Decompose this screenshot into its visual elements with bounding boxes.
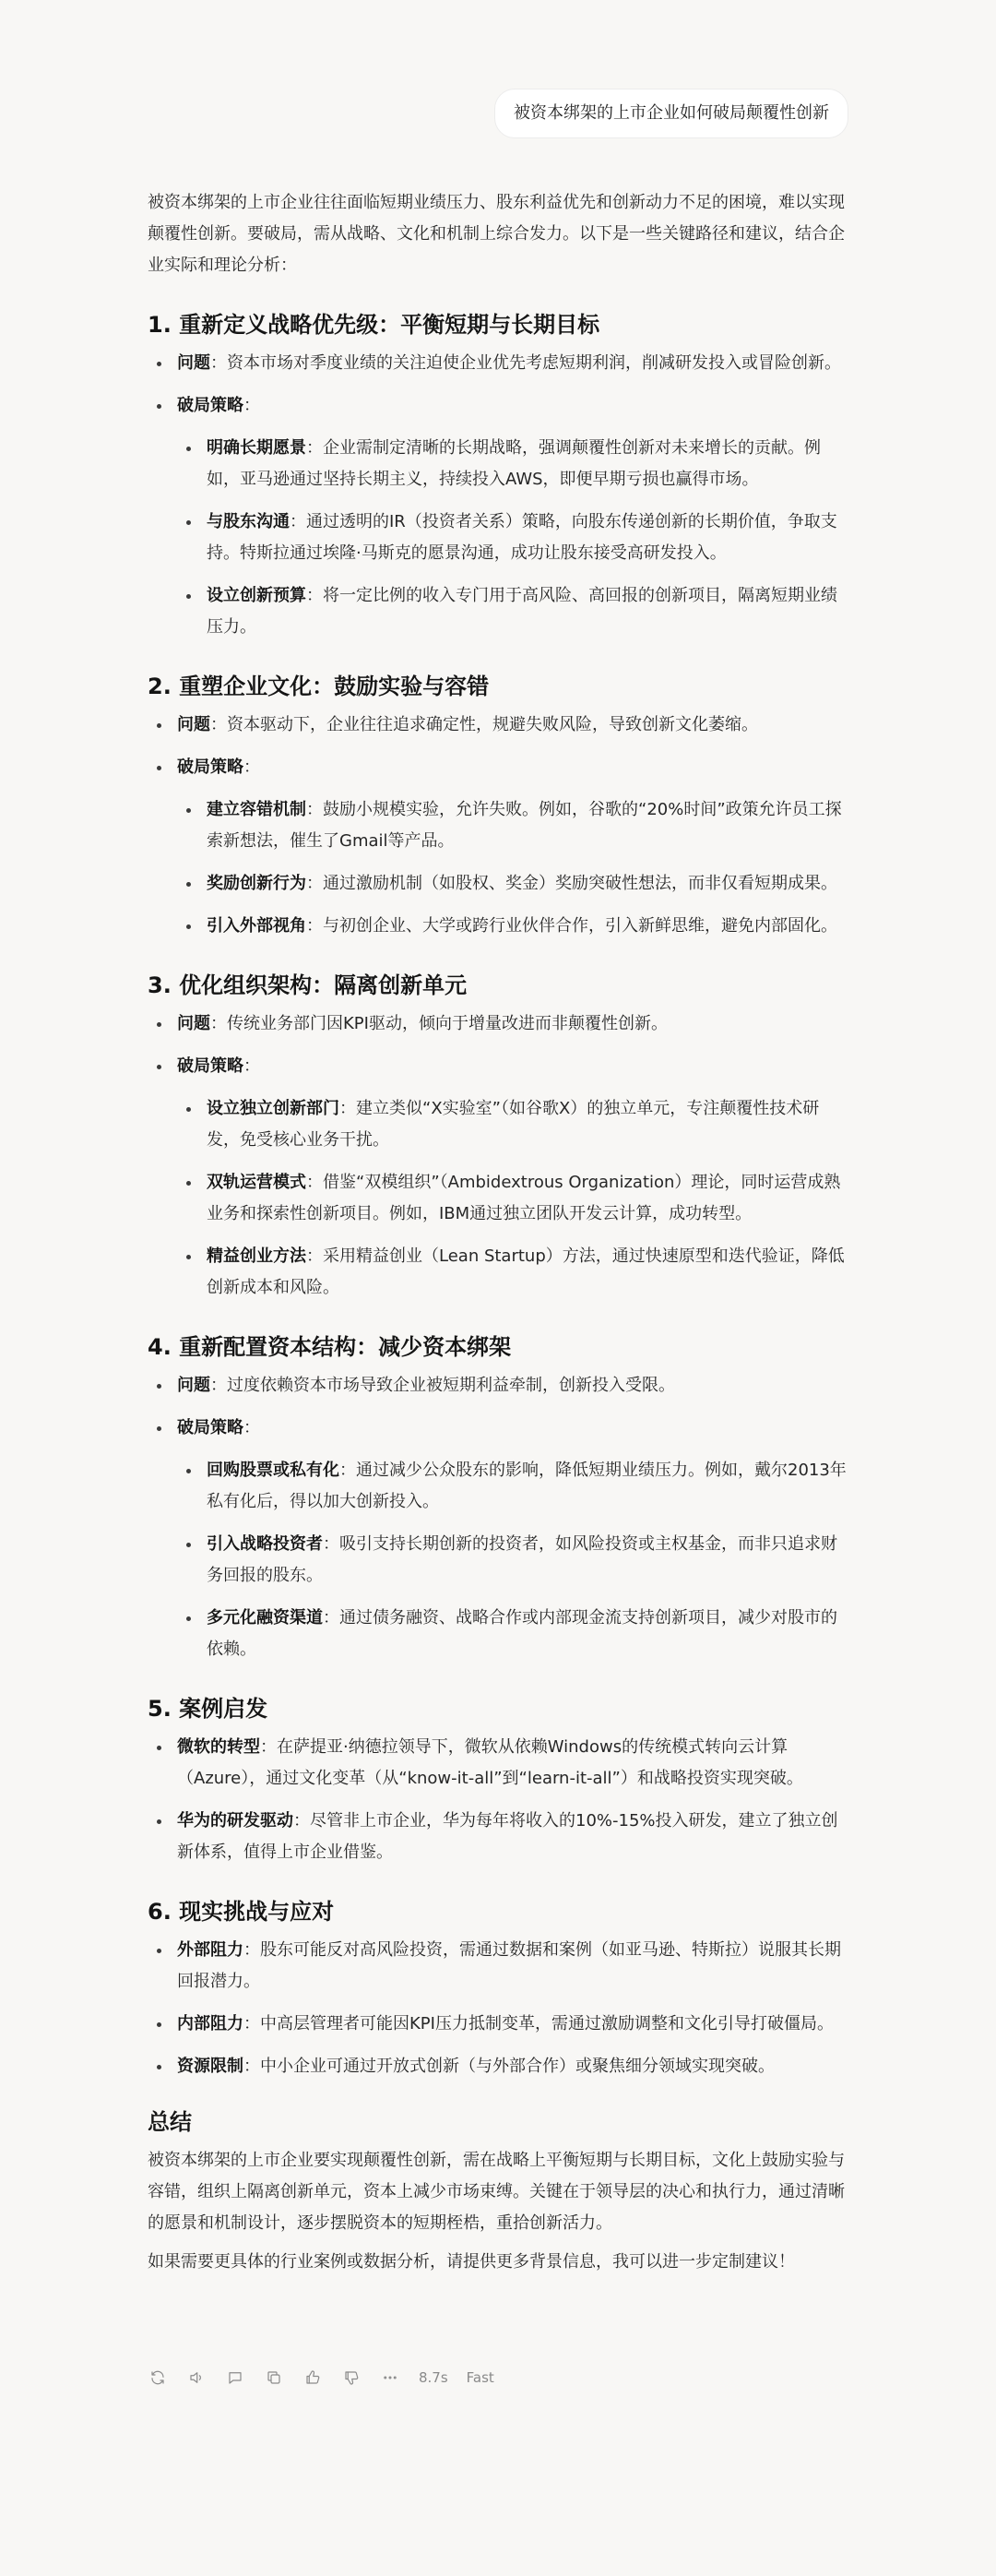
list-item: 外部阻力：股东可能反对高风险投资，需通过数据和案例（如亚马逊、特斯拉）说服其长期回报潜力。 (148, 1935, 848, 1998)
problem-item: 问题：资本驱动下，企业往往追求确定性，规避失败风险，导致创新文化萎缩。 (148, 710, 848, 741)
section-1 (148, 309, 848, 643)
section-summary (148, 2106, 848, 2278)
section-title: 2. 重塑企业文化：鼓励实验与容错 (148, 674, 490, 699)
list-item: 与股东沟通：通过透明的IR（投资者关系）策略，向股东传递创新的长期价值，争取支持。特斯拉通过埃隆·马斯克的愿景沟通，成功让股东接受高研发投入。 (177, 507, 848, 569)
list-item: 引入外部视角：与初创企业、大学或跨行业伙伴合作，引入新鲜思维，避免内部固化。 (177, 911, 848, 942)
model-mode: Fast (466, 2369, 494, 2386)
section-title: 1. 重新定义战略优先级：平衡短期与长期目标 (148, 312, 600, 338)
list-item: 资源限制：中小企业可通过开放式创新（与外部合作）或聚焦细分领域实现突破。 (148, 2051, 848, 2082)
list-item: 引入战略投资者：吸引支持长期创新的投资者，如风险投资或主权基金，而非只追求财务回报的股东。 (177, 1529, 848, 1592)
section-title: 3. 优化组织架构：隔离创新单元 (148, 972, 468, 998)
comment-icon[interactable] (225, 2367, 245, 2388)
list-item: 建立容错机制：鼓励小规模实验，允许失败。例如，谷歌的“20%时间”政策允许员工探索新想法，催生了Gmail等产品。 (177, 794, 848, 857)
list-item: 回购股票或私有化：通过减少公众股东的影响，降低短期业绩压力。例如，戴尔2013年私有化后，得以加大创新投入。 (177, 1455, 848, 1518)
strategy-item: 破局策略： 回购股票或私有化：通过减少公众股东的影响，降低短期业绩压力。例如，戴尔2013年私有化后，得以加大创新投入。 引入战略投资者：吸引支持长期创新的投资者，如风险投资或主权基金，而非只追求财务回报的股东。 多元化融资渠道：通过债务融资、战略合作或内部现金流支持创新项目，减少对股市的依赖。 (148, 1413, 848, 1665)
list-item: 奖励创新行为：通过激励机制（如股权、奖金）奖励突破性想法，而非仅看短期成果。 (177, 868, 848, 900)
list-item: 多元化融资渠道：通过债务融资、战略合作或内部现金流支持创新项目，减少对股市的依赖。 (177, 1603, 848, 1665)
problem-item: 问题：资本市场对季度业绩的关注迫使企业优先考虑短期利润，削减研发投入或冒险创新。 (148, 348, 848, 379)
list-item: 精益创业方法：采用精益创业（Lean Startup）方法，通过快速原型和迭代验证，降低创新成本和风险。 (177, 1241, 848, 1304)
list-item: 设立创新预算：将一定比例的收入专门用于高风险、高回报的创新项目，隔离短期业绩压力。 (177, 580, 848, 643)
list-item: 华为的研发驱动：尽管非上市企业，华为每年将收入的10%-15%投入研发，建立了独立创新体系，值得上市企业借鉴。 (148, 1806, 848, 1868)
strategy-item: 破局策略： 明确长期愿景：企业需制定清晰的长期战略，强调颠覆性创新对未来增长的贡献。例如，亚马逊通过坚持长期主义，持续投入AWS，即便早期亏损也赢得市场。 与股东沟通：通过透明的IR（投资者关系）策略，向股东传递创新的长期价值，争取支持。特斯拉通过埃隆·马斯克的愿景沟通，成功让股东接受高研发投入。 设立创新预算：将一定比例的收入专门用于高风险、高回报的创新项目，隔离短期业绩压力。 (148, 390, 848, 643)
answer-intro: 被资本绑架的上市企业往往面临短期业绩压力、股东利益优先和创新动力不足的困境，难以实现颠覆性创新。要破局，需从战略、文化和机制上综合发力。以下是一些关键路径和建议，结合企业实际和理论分析： (148, 193, 845, 275)
assistant-answer (148, 187, 848, 2285)
section-4 (148, 1331, 848, 1665)
message-action-bar (148, 2367, 494, 2388)
list-item: 内部阻力：中高层管理者可能因KPI压力抵制变革，需通过激励调整和文化引导打破僵局。 (148, 2009, 848, 2040)
regenerate-icon[interactable] (148, 2367, 168, 2388)
section-3 (148, 970, 848, 1304)
list-item: 微软的转型：在萨提亚·纳德拉领导下，微软从依赖Windows的传统模式转向云计算（Azure），通过文化变革（从“know-it-all”到“learn-it-all”）和战略投资实现突破。 (148, 1732, 848, 1795)
response-time: 8.7s (419, 2369, 448, 2386)
list-item: 设立独立创新部门：建立类似“X实验室”（如谷歌X）的独立单元，专注颠覆性技术研发，免受核心业务干扰。 (177, 1093, 848, 1156)
copy-icon[interactable] (264, 2367, 284, 2388)
section-2 (148, 671, 848, 942)
closing-text: 如果需要更具体的行业案例或数据分析，请提供更多背景信息，我可以进一步定制建议！ (148, 2252, 795, 2272)
thumbs-up-icon[interactable] (302, 2367, 323, 2388)
section-title: 5. 案例启发 (148, 1696, 268, 1722)
user-message-bubble: 被资本绑架的上市企业如何破局颠覆性创新 (494, 89, 848, 138)
speaker-icon[interactable] (186, 2367, 207, 2388)
section-title: 6. 现实挑战与应对 (148, 1899, 335, 1925)
more-icon[interactable] (380, 2367, 400, 2388)
strategy-item: 破局策略： 建立容错机制：鼓励小规模实验，允许失败。例如，谷歌的“20%时间”政策允许员工探索新想法，催生了Gmail等产品。 奖励创新行为：通过激励机制（如股权、奖金）奖励突破性想法，而非仅看短期成果。 引入外部视角：与初创企业、大学或跨行业伙伴合作，引入新鲜思维，避免内部固化。 (148, 752, 848, 942)
thumbs-down-icon[interactable] (341, 2367, 362, 2388)
section-challenges (148, 1896, 848, 2082)
strategy-item: 破局策略： 设立独立创新部门：建立类似“X实验室”（如谷歌X）的独立单元，专注颠覆性技术研发，免受核心业务干扰。 双轨运营模式：借鉴“双模组织”（Ambidextrous Organization）理论，同时运营成熟业务和探索性创新项目。例如，IBM通过独立团队开发云计算，成功转型。 精益创业方法：采用精益创业（Lean Startup）方法，通过快速原型和迭代验证，降低创新成本和风险。 (148, 1051, 848, 1304)
problem-item: 问题：过度依赖资本市场导致企业被短期利益牵制，创新投入受限。 (148, 1370, 848, 1401)
summary-text: 被资本绑架的上市企业要实现颠覆性创新，需在战略上平衡短期与长期目标，文化上鼓励实验与容错，组织上隔离创新单元，资本上减少市场束缚。关键在于领导层的决心和执行力，通过清晰的愿景和机制设计，逐步摆脱资本的短期桎梏，重拾创新活力。 (148, 2151, 845, 2233)
section-cases (148, 1693, 848, 1868)
problem-item: 问题：传统业务部门因KPI驱动，倾向于增量改进而非颠覆性创新。 (148, 1008, 848, 1040)
section-title: 4. 重新配置资本结构：减少资本绑架 (148, 1334, 512, 1360)
list-item: 双轨运营模式：借鉴“双模组织”（Ambidextrous Organization）理论，同时运营成熟业务和探索性创新项目。例如，IBM通过独立团队开发云计算，成功转型。 (177, 1167, 848, 1230)
list-item: 明确长期愿景：企业需制定清晰的长期战略，强调颠覆性创新对未来增长的贡献。例如，亚马逊通过坚持长期主义，持续投入AWS，即便早期亏损也赢得市场。 (177, 433, 848, 495)
summary-title: 总结 (148, 2109, 192, 2135)
